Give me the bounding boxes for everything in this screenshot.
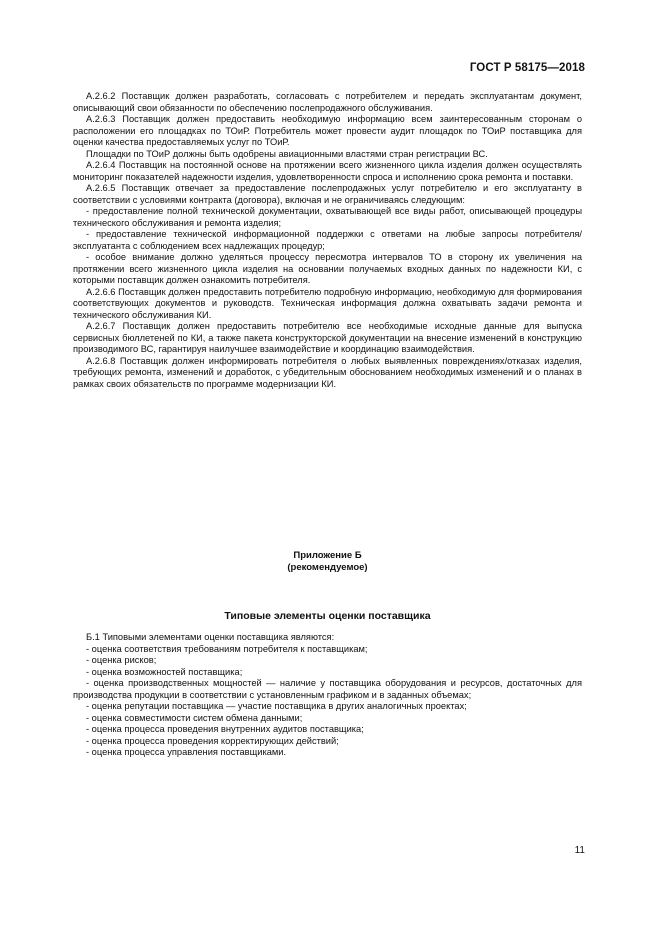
page-number: 11 bbox=[574, 845, 585, 856]
list-item: - оценка репутации поставщика — участие поставщика в других аналогичных проектах; bbox=[86, 701, 467, 711]
list-item: - оценка рисков; bbox=[86, 655, 157, 665]
paragraph: Площадки по ТОиР должны быть одобрены авиационными властями стран регистрации ВС. bbox=[86, 148, 488, 159]
annex-label: Приложение Б bbox=[293, 550, 362, 561]
list-item: - оценка совместимости систем обмена данными; bbox=[86, 712, 303, 723]
list-item: - особое внимание должно уделяться процессу пересмотра интервалов ТО в сторону их увеличения на протяжении всего жизненного цикла изделия на основании получаемых входных данных по надежности КИ, с которыми поставщик должен ознакомить потребителя. bbox=[73, 252, 582, 285]
list-item: - оценка производственных мощностей — наличие у поставщика оборудования и ресурсов, достаточных для производства продукции в соответствии с установленным графиком и в заданных объемах; bbox=[73, 678, 582, 700]
paragraph: Б.1 Типовыми элементами оценки поставщика являются: bbox=[86, 632, 335, 642]
paragraph: А.2.6.2 Поставщик должен разработать, согласовать с потребителем и передать эксплуатантам документ, описывающий свои обязанности по обеспечению послепродажного обслуживания. bbox=[73, 91, 582, 113]
list-item: - оценка процесса проведения внутренних аудитов поставщика; bbox=[86, 724, 364, 734]
list-item: - оценка процесса управления поставщиками. bbox=[86, 747, 287, 757]
list-item: - предоставление полной технической документации, охватывающей все виды работ, описывающей процедуры технического обслуживания и ремонта изделия; bbox=[73, 206, 582, 228]
list-item: - оценка процесса проведения корректирующих действий; bbox=[86, 735, 339, 746]
annex-heading bbox=[73, 550, 582, 574]
list-item: - оценка возможностей поставщика; bbox=[86, 666, 243, 677]
section-a26-body bbox=[73, 91, 582, 390]
paragraph: А.2.6.5 Поставщик отвечает за предоставление послепродажных услуг потребителю и его эксплуатанту в соответствии с условиями контракта (договора), включая и не ограничиваясь следующим: bbox=[73, 183, 582, 205]
list-item: - оценка соответствия требованиям потребителя к поставщикам; bbox=[86, 643, 368, 654]
annex-title: Типовые элементы оценки поставщика bbox=[224, 610, 431, 622]
paragraph: А.2.6.6 Поставщик должен предоставить потребителю подробную информацию, необходимую для формирования соответствующих документов и руководств. Техническая информация должна охватывать задачи ремонта и технического обслуживания КИ. bbox=[73, 286, 582, 320]
list-item: - предоставление технической информационной поддержки с ответами на любые запросы потребителя/эксплуатанта с соблюдением всех надлежащих процедур; bbox=[73, 229, 582, 251]
paragraph: А.2.6.8 Поставщик должен информировать потребителя о любых выявленных повреждениях/отказах изделия, требующих ремонта, изменений и доработок, с убедительным обоснованием необходимых изменений и о планах в рамках своих обязательств по программе модернизации КИ. bbox=[73, 355, 582, 389]
paragraph: А.2.6.7 Поставщик должен предоставить потребителю все необходимые исходные данные для выпуска сервисных бюллетеней по КИ, а также пакета конструкторской документации на внесение изменений в конструкцию производимого ВС, гарантируя наилучшее взаимодействие и координацию взаимодействия. bbox=[73, 321, 582, 354]
document-header: ГОСТ Р 58175—2018 bbox=[469, 62, 585, 74]
paragraph: А.2.6.4 Поставщик на постоянной основе на протяжении всего жизненного цикла изделия должен осуществлять мониторинг показателей надежности изделия, удовлетворенности спроса и исполнению срока ремонта и поставки. bbox=[73, 160, 582, 182]
annex-status: (рекомендуемое) bbox=[287, 562, 368, 573]
paragraph: А.2.6.3 Поставщик должен предоставить необходимую информацию всем заинтересованным сторонам о расположении его площадках по ТОиР. Потребитель может провести аудит площадок по ТОиР поставщика для оценки качества предоставляемых услуг по ТОиР. bbox=[73, 114, 582, 147]
annex-body bbox=[73, 632, 582, 759]
